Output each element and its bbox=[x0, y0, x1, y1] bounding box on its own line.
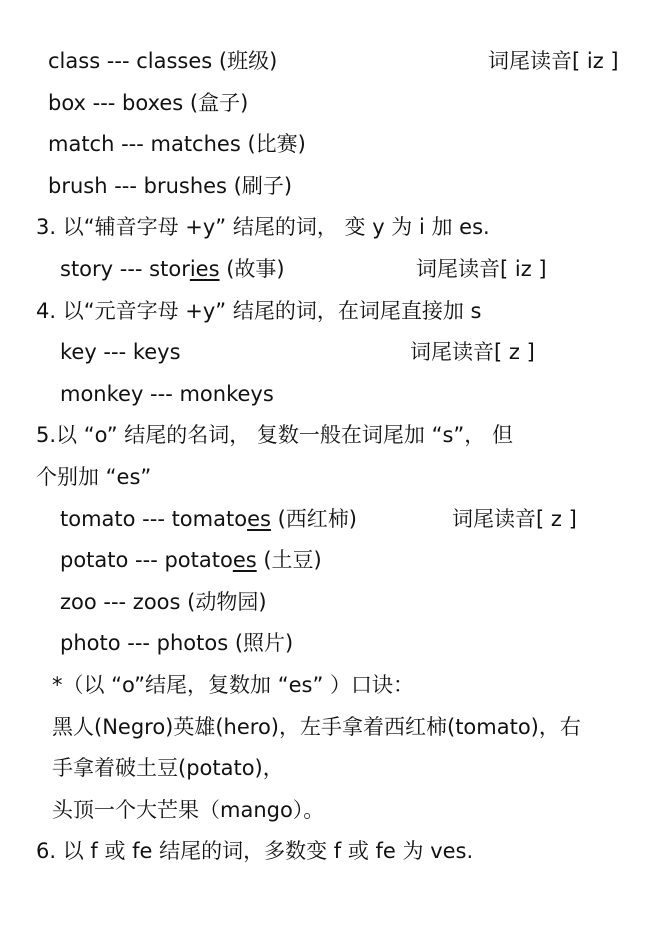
example-tomato-meaning: (西红柿) bbox=[270, 507, 357, 531]
pronunciation-note-iz: 词尾读音[ iz ] bbox=[488, 49, 619, 73]
pronunciation-note-iz-2: 词尾读音[ iz ] bbox=[416, 257, 547, 281]
example-tomato-suffix: es bbox=[247, 507, 271, 531]
mnemonic-line-1: 黑人(Negro)英雄(hero)，左手拿着西红柿(tomato)，右 bbox=[52, 715, 581, 739]
example-match: match --- matches (比赛) bbox=[48, 132, 306, 156]
pronunciation-note-z: 词尾读音[ z ] bbox=[410, 340, 535, 364]
example-story-meaning: (故事) bbox=[219, 257, 285, 281]
example-photo: photo --- photos (照片) bbox=[60, 631, 294, 655]
example-story-stem: story --- stor bbox=[60, 257, 190, 281]
example-story bbox=[60, 255, 285, 283]
example-potato-stem: potato --- potato bbox=[60, 548, 233, 572]
mnemonic-line-2: 手拿着破土豆(potato)， bbox=[52, 756, 284, 780]
example-key: key --- keys bbox=[60, 340, 181, 364]
mnemonic-line-3: 头顶一个大芒果（mango）。 bbox=[52, 798, 325, 822]
example-potato bbox=[60, 546, 322, 574]
example-potato-suffix: es bbox=[232, 548, 257, 572]
example-tomato bbox=[60, 505, 357, 533]
rule-5-cont: 个别加 “es” bbox=[36, 465, 152, 489]
example-class: class --- classes (班级) bbox=[48, 49, 278, 73]
rule-3: 3. 以“辅音字母 +y” 结尾的词， 变 y 为 i 加 es. bbox=[36, 215, 490, 239]
example-tomato-stem: tomato --- tomato bbox=[60, 507, 248, 531]
example-story-suffix: ies bbox=[189, 257, 220, 281]
example-monkey: monkey --- monkeys bbox=[60, 382, 274, 406]
example-box: box --- boxes (盒子) bbox=[48, 91, 249, 115]
pronunciation-note-z-2: 词尾读音[ z ] bbox=[452, 507, 577, 531]
rule-5: 5.以 “o” 结尾的名词， 复数一般在词尾加 “s”， 但 bbox=[36, 423, 513, 447]
mnemonic-heading: *（以 “o”结尾，复数加 “es” ）口诀： bbox=[52, 673, 415, 697]
rule-4: 4. 以“元音字母 +y” 结尾的词，在词尾直接加 s bbox=[36, 299, 482, 323]
rule-6: 6. 以 f 或 fe 结尾的词，多数变 f 或 fe 为 ves. bbox=[36, 839, 474, 863]
example-potato-meaning: (土豆) bbox=[256, 548, 322, 572]
example-zoo: zoo --- zoos (动物园) bbox=[60, 590, 267, 614]
example-brush: brush --- brushes (刷子) bbox=[48, 174, 293, 198]
